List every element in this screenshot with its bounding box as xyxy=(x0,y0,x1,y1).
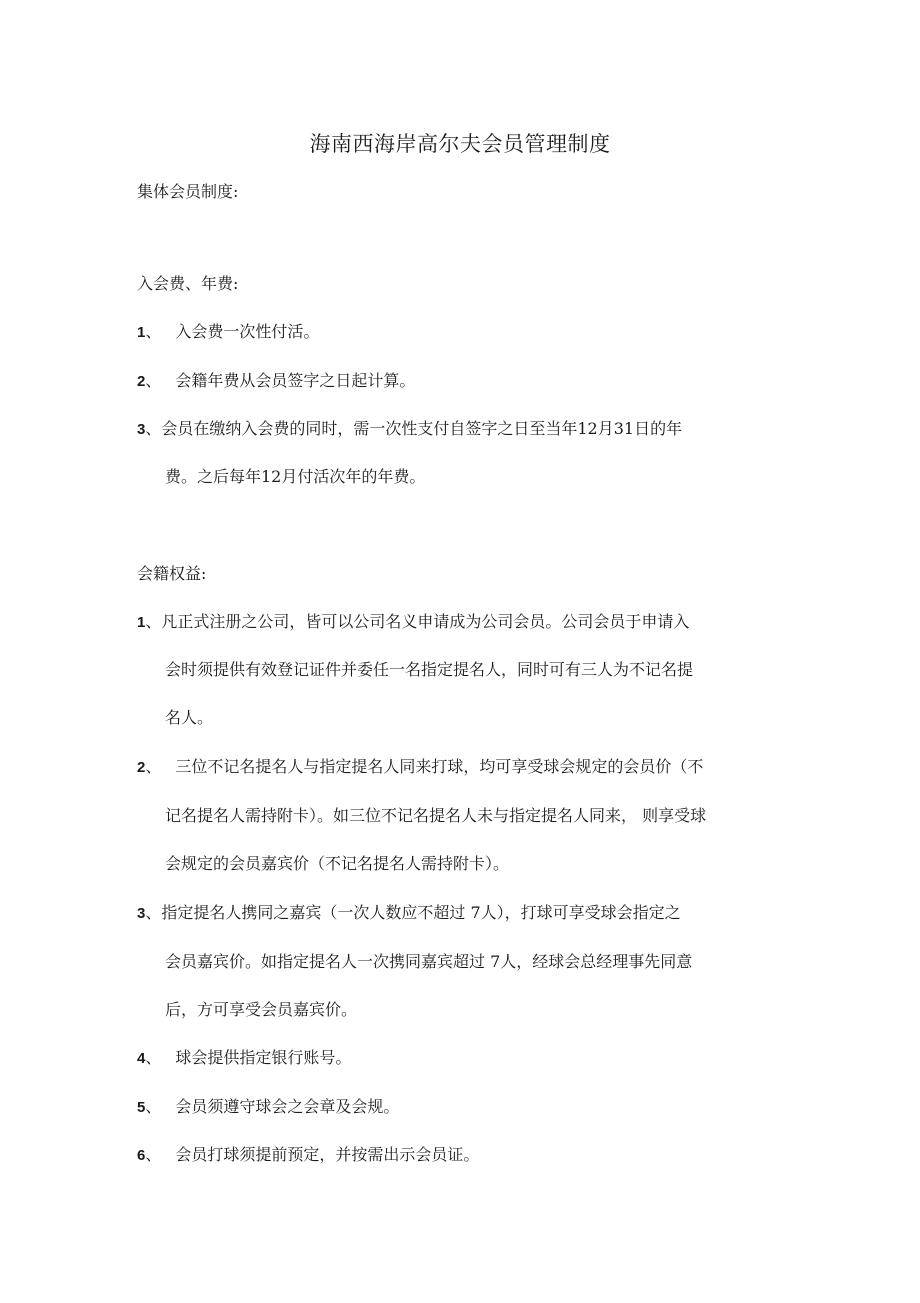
item-separator: 、 xyxy=(145,1097,162,1116)
item-text: 会员打球须提前预定，并按需出示会员证。 xyxy=(175,1145,480,1164)
item-text: 球会提供指定银行账号。 xyxy=(175,1048,352,1067)
fee-item-3 xyxy=(137,418,682,441)
item-text: 入会费一次性付活。 xyxy=(175,322,320,341)
item-number: 1 xyxy=(137,614,146,631)
item-text: 会员在缴纳入会费的同时，需一次性支付自签字之日至当年12月31日的年 xyxy=(161,419,683,438)
item-text: 三位不记名提名人与指定提名人同来打球，均可享受球会规定的会员价（不 xyxy=(175,757,704,776)
fees-heading: 入会费、年费: xyxy=(137,274,239,293)
rights-item-1-continued: 名人。 xyxy=(165,708,214,727)
item-text: 指定提名人携同之嘉宾（一次人数应不超过 7人），打球可享受球会指定之 xyxy=(161,903,681,922)
rights-item-5 xyxy=(137,1096,399,1119)
item-text: 会籍年费从会员签字之日起计算。 xyxy=(175,371,416,390)
item-separator: 、 xyxy=(145,419,162,438)
item-number: 5 xyxy=(137,1099,146,1116)
item-separator: 、 xyxy=(145,612,162,631)
rights-item-2-continued: 会规定的会员嘉宾价（不记名提名人需持附卡）。 xyxy=(165,854,510,873)
item-number: 2 xyxy=(137,759,146,776)
item-text: 凡正式注册之公司，皆可以公司名义申请成为公司会员。公司会员于申请入 xyxy=(161,612,690,631)
rights-item-6 xyxy=(137,1144,479,1167)
item-number: 6 xyxy=(137,1147,146,1164)
rights-item-2 xyxy=(137,756,703,779)
item-number: 3 xyxy=(137,421,146,438)
item-number: 1 xyxy=(137,324,146,341)
fee-item-3-continued: 费。之后每年12月付活次年的年费。 xyxy=(165,467,426,486)
rights-item-2-continued: 记名提名人需持附卡）。如三位不记名提名人未与指定提名人同来， 则享受球 xyxy=(165,806,707,825)
rights-item-1 xyxy=(137,611,689,634)
item-separator: 、 xyxy=(145,322,162,341)
item-number: 2 xyxy=(137,373,146,390)
fee-item-2 xyxy=(137,370,415,393)
item-number: 3 xyxy=(137,905,146,922)
item-separator: 、 xyxy=(145,757,162,776)
fee-item-1 xyxy=(137,321,319,344)
rights-item-1-continued: 会时须提供有效登记证件并委任一名指定提名人，同时可有三人为不记名提 xyxy=(165,660,694,679)
item-number: 4 xyxy=(137,1050,146,1067)
rights-heading: 会籍权益: xyxy=(137,564,207,583)
rights-item-4 xyxy=(137,1047,351,1070)
document-title: 海南西海岸高尔夫会员管理制度 xyxy=(309,132,611,156)
rights-item-3-continued: 会员嘉宾价。如指定提名人一次携同嘉宾超过 7人，经球会总经理事先同意 xyxy=(165,952,693,971)
item-separator: 、 xyxy=(145,1145,162,1164)
item-separator: 、 xyxy=(145,371,162,390)
item-separator: 、 xyxy=(145,1048,162,1067)
intro-text: 集体会员制度: xyxy=(137,182,239,201)
rights-item-3-continued: 后，方可享受会员嘉宾价。 xyxy=(165,1000,358,1019)
item-text: 会员须遵守球会之会章及会规。 xyxy=(175,1097,400,1116)
rights-item-3 xyxy=(137,902,681,925)
item-separator: 、 xyxy=(145,903,162,922)
